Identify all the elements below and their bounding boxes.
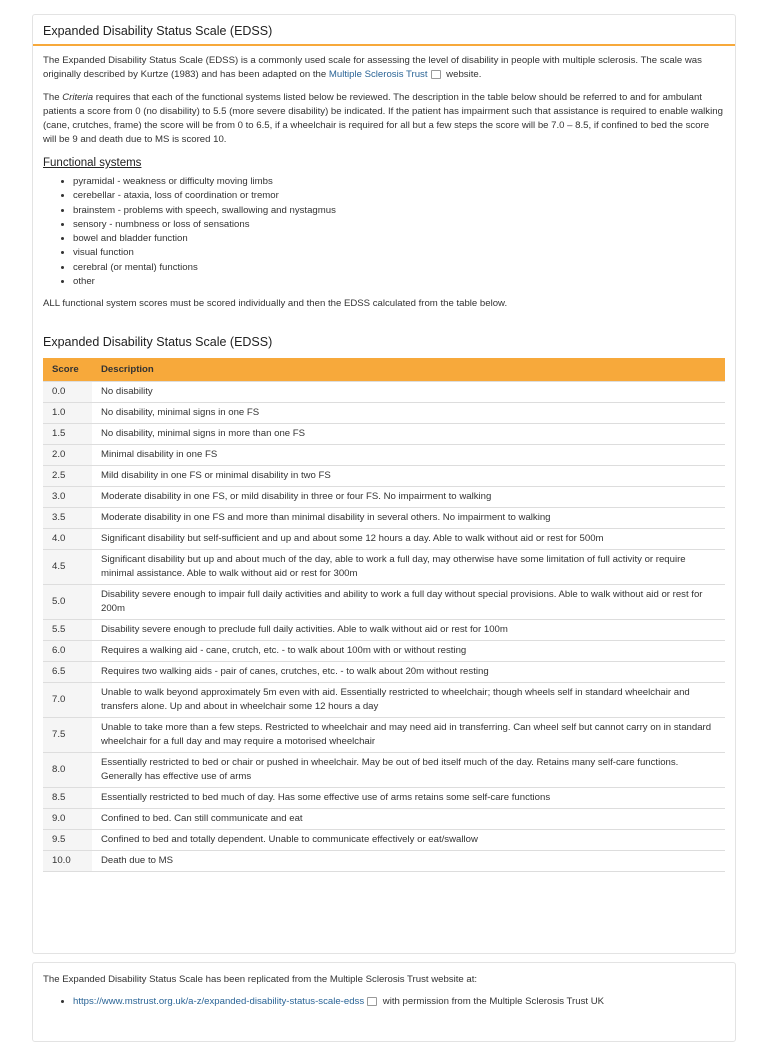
functional-systems-list [43,175,725,289]
score-cell: 1.5 [43,424,92,445]
table-row [43,445,725,466]
score-cell: 8.5 [43,788,92,809]
table-title: Expanded Disability Status Scale (EDSS) [43,335,273,350]
description-cell: Confined to bed and totally dependent. Unable to communicate effectively or eat/swallow [92,830,725,851]
description-cell: Disability severe enough to preclude full daily activities. Able to walk without aid or rest for 100m [92,620,725,641]
table-row [43,585,725,620]
description-cell: No disability, minimal signs in one FS [92,403,725,424]
table-row [43,641,725,662]
description-cell: Significant disability but self-sufficient and up and about some 12 hours a day. Able to walk without aid or rest for 500m [92,529,725,550]
score-cell: 9.0 [43,809,92,830]
description-cell: Disability severe enough to impair full daily activities and ability to work a full day without special provisions. Able to walk without aid or rest for 200m [92,585,725,620]
description-cell: Moderate disability in one FS and more than minimal disability in several others. No impairment to walking [92,508,725,529]
ms-trust-link[interactable]: Multiple Sclerosis Trust [328,69,428,80]
table-row [43,830,725,851]
intro-paragraph-1: The Expanded Disability Status Scale (EDSS) is a commonly used scale for assessing the level of disability in people with multiple sclerosis. The scale was originally described by Kurtze (1983) and has been adapted on the Multiple Sclerosis Trust website. [43,55,702,80]
table-row [43,508,725,529]
score-cell: 2.5 [43,466,92,487]
description-cell: Essentially restricted to bed much of day. Has some effective use of arms retains some self-care functions [92,788,725,809]
column-header-score: Score [43,358,92,382]
description-cell: No disability [92,382,725,403]
panel-title: Expanded Disability Status Scale (EDSS) [33,15,735,46]
description-cell: Mild disability in one FS or minimal disability in two FS [92,466,725,487]
score-cell: 5.0 [43,585,92,620]
description-cell: Moderate disability in one FS, or mild disability in three or four FS. No impairment to walking [92,487,725,508]
description-cell: Unable to walk beyond approximately 5m even with aid. Essentially restricted to wheelchair; though wheels self in standard wheelchair and transfers alone. Up and about in wheelchair some 12 hours a day [92,683,725,718]
score-cell: 8.0 [43,753,92,788]
description-cell: Requires a walking aid - cane, crutch, etc. - to walk about 100m with or without resting [92,641,725,662]
table-row [43,683,725,718]
list-item: • bowel and bladder function [73,232,725,246]
list-item: • https://www.mstrust.org.uk/a-z/expanded-disability-status-scale-edss with permission from the Multiple Sclerosis Trust UK [73,995,725,1009]
table-body [43,382,725,872]
score-cell: 6.0 [43,641,92,662]
table-row [43,620,725,641]
attribution-text: The Expanded Disability Status Scale has been replicated from the Multiple Sclerosis Trust website at: [43,974,478,985]
list-item: • cerebral (or mental) functions [73,261,725,275]
score-cell: 10.0 [43,851,92,872]
score-cell: 7.5 [43,718,92,753]
score-cell: 0.0 [43,382,92,403]
table-row [43,809,725,830]
score-cell: 5.5 [43,620,92,641]
list-item: • pyramidal - weakness or difficulty moving limbs [73,175,725,189]
score-cell: 7.0 [43,683,92,718]
list-item: • sensory - numbness or loss of sensations [73,218,725,232]
score-cell: 6.5 [43,662,92,683]
table-row [43,718,725,753]
description-cell: Confined to bed. Can still communicate and eat [92,809,725,830]
table-row [43,403,725,424]
list-item: • visual function [73,246,725,260]
score-cell: 4.5 [43,550,92,585]
score-cell: 1.0 [43,403,92,424]
mstrust-edss-link[interactable]: https://www.mstrust.org.uk/a-z/expanded-disability-status-scale-edss [73,996,365,1007]
list-item: • cerebellar - ataxia, loss of coordination or tremor [73,189,725,203]
table-row [43,662,725,683]
functional-note: ALL functional system scores must be scored individually and then the EDSS calculated from the table below. [43,298,508,310]
score-cell: 9.5 [43,830,92,851]
table-row [43,424,725,445]
description-cell: Death due to MS [92,851,725,872]
table-row [43,550,725,585]
table-header-row [43,358,725,382]
table-row [43,466,725,487]
description-cell: Requires two walking aids - pair of canes, crutches, etc. - to walk about 20m without resting [92,662,725,683]
table-row [43,788,725,809]
table-row [43,851,725,872]
list-item: • other [73,275,725,289]
description-cell: Essentially restricted to bed or chair or pushed in wheelchair. May be out of bed itself much of the day. Retains many self-care functions. Generally has effective use of arms [92,753,725,788]
table-row [43,382,725,403]
intro-paragraph-2: The Criteria requires that each of the functional systems listed below be reviewed. The description in the table below should be referred to and for ambulant patients a score from 0 (no disability) to 5.5 (more severe disability) be indicated. If the patient has impairment such that assistance is required to enable walking (cane, crutches, frame) the score will be from 0 to 6.5, if a wheelchair is required for all but a few steps the score will be 7.0 – 8.5, if confined to bed the score will be 9 and death due to MS is scored 10. [43,92,723,145]
description-cell: Significant disability but up and about much of the day, able to work a full day, may otherwise have some limitation of full activity or require minimal assistance. Able to walk without aid or rest for 300m [92,550,725,585]
description-cell: Unable to take more than a few steps. Restricted to wheelchair and may need aid in transferring. Can wheel self but cannot carry on in standard wheelchair for a full day and may require a motorised wheelchair [92,718,725,753]
score-cell: 2.0 [43,445,92,466]
score-cell: 4.0 [43,529,92,550]
panel-body [33,46,735,872]
attribution-panel [32,962,736,1042]
table-row [43,753,725,788]
score-cell: 3.0 [43,487,92,508]
column-header-description: Description [92,358,725,382]
score-cell: 3.5 [43,508,92,529]
table-row [43,529,725,550]
table-row [43,487,725,508]
edss-panel [32,14,736,954]
functional-systems-heading: Functional systems [43,157,142,169]
external-link-icon [431,70,441,79]
description-cell: Minimal disability in one FS [92,445,725,466]
external-link-icon [367,997,377,1006]
list-item: • brainstem - problems with speech, swallowing and nystagmus [73,204,725,218]
edss-table [43,358,725,872]
description-cell: No disability, minimal signs in more than one FS [92,424,725,445]
attribution-list [43,995,725,1009]
